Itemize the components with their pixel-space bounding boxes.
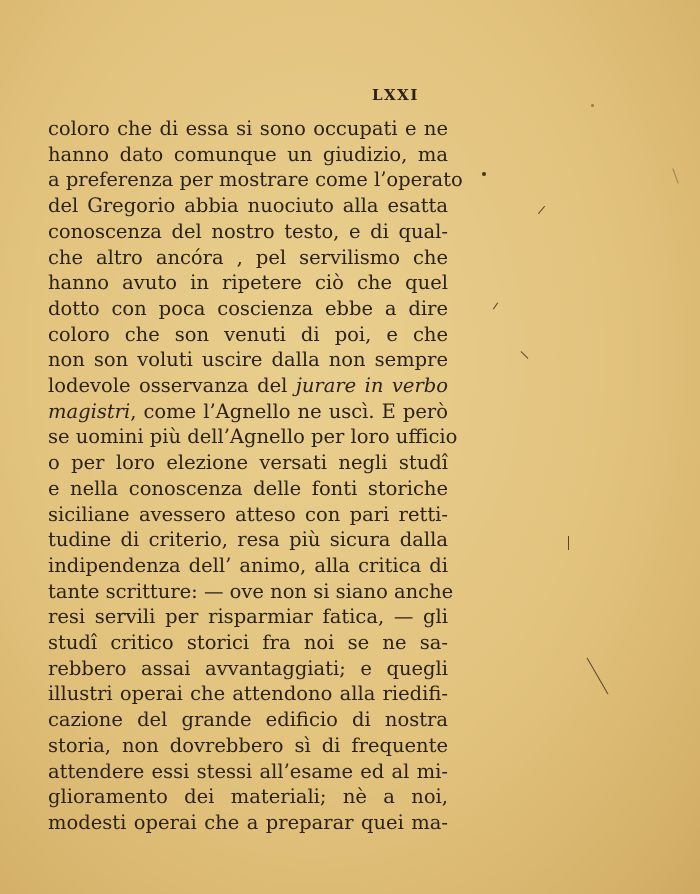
text-line xyxy=(48,219,448,245)
text-line xyxy=(48,450,448,476)
text-run: hanno dato comunque un giudizio, ma xyxy=(48,142,448,166)
text-run: hanno avuto in ripetere ciò che quel xyxy=(48,271,448,295)
text-run: , come l’Agnello ne uscì. E però xyxy=(130,399,448,423)
text-run: storia, non dovrebbero sì di frequente xyxy=(48,733,448,757)
text-run: resi servili per risparmiar fatica, — gli xyxy=(48,605,448,629)
paper-mark xyxy=(672,168,678,183)
text-line xyxy=(48,476,448,502)
text-line xyxy=(48,245,448,271)
text-run: studî critico storici fra noi se ne sa- xyxy=(48,631,448,655)
text-line xyxy=(48,579,454,605)
text-line xyxy=(48,527,448,553)
text-line xyxy=(48,167,463,193)
text-run: del Gregorio abbia nuociuto alla esatta xyxy=(48,194,448,218)
text-run: coloro che di essa si sono occupati e ne xyxy=(48,117,448,140)
text-line xyxy=(48,604,448,630)
body-text xyxy=(48,116,463,836)
text-run: dotto con poca coscienza ebbe a dire xyxy=(48,296,448,320)
text-run: attendere essi stessi all’esame ed al mi- xyxy=(48,759,448,783)
text-line xyxy=(48,193,448,219)
italic-phrase: jurare in verbo xyxy=(295,374,448,398)
text-line xyxy=(48,373,448,399)
text-run: modesti operai che a preparar quei ma- xyxy=(48,810,448,834)
text-run: siciliane avessero atteso con pari retti- xyxy=(48,502,448,526)
text-run: tante scritture: — ove non si siano anche xyxy=(48,579,454,603)
text-line xyxy=(48,296,448,322)
text-line xyxy=(48,142,448,168)
paper-speck xyxy=(482,172,486,176)
paper-speck xyxy=(591,104,594,107)
paper-mark xyxy=(493,302,498,309)
text-run: lodevole osservanza del xyxy=(48,374,296,398)
italic-phrase: magistri xyxy=(48,399,131,423)
paper-mark xyxy=(587,658,609,695)
text-run: non son voluti uscire dalla non sempre xyxy=(48,348,448,372)
text-line xyxy=(48,502,448,528)
text-line xyxy=(48,116,448,142)
text-line xyxy=(48,630,448,656)
text-line xyxy=(48,733,448,759)
text-run: tudine di criterio, resa più sicura dalla xyxy=(48,528,448,552)
paper-mark xyxy=(568,536,569,550)
text-run: indipendenza dell’ animo, alla critica di xyxy=(48,553,448,577)
page-number: LXXI xyxy=(372,86,419,104)
text-line xyxy=(48,399,448,425)
text-run: glioramento dei materiali; nè a noi, xyxy=(48,785,448,809)
text-line xyxy=(48,759,448,785)
text-run: che altro ancóra , pel servilismo che xyxy=(48,245,448,269)
text-run: o per loro elezione versati negli studî xyxy=(48,451,448,475)
paper-mark xyxy=(521,351,529,359)
text-line xyxy=(48,707,448,733)
paper-mark xyxy=(538,206,545,214)
text-line xyxy=(48,347,448,373)
text-line xyxy=(48,681,448,707)
text-run: coloro che son venuti di poi, e che xyxy=(48,322,448,346)
text-run: illustri operai che attendono alla riedifi- xyxy=(48,682,448,706)
text-line xyxy=(48,784,448,810)
text-line xyxy=(48,656,448,682)
text-run: se uomini più dell’Agnello per loro ufficio xyxy=(48,425,458,449)
text-run: rebbero assai avvantaggiati; e quegli xyxy=(48,656,448,680)
text-line xyxy=(48,270,448,296)
text-run: cazione del grande edificio di nostra xyxy=(48,708,448,732)
text-run: e nella conoscenza delle fonti storiche xyxy=(48,476,448,500)
text-run: conoscenza del nostro testo, e di qual- xyxy=(48,219,448,243)
text-line xyxy=(48,322,448,348)
text-line xyxy=(48,424,458,450)
text-line xyxy=(48,810,448,836)
text-line xyxy=(48,553,448,579)
text-run: a preferenza per mostrare come l’operato xyxy=(48,168,463,192)
